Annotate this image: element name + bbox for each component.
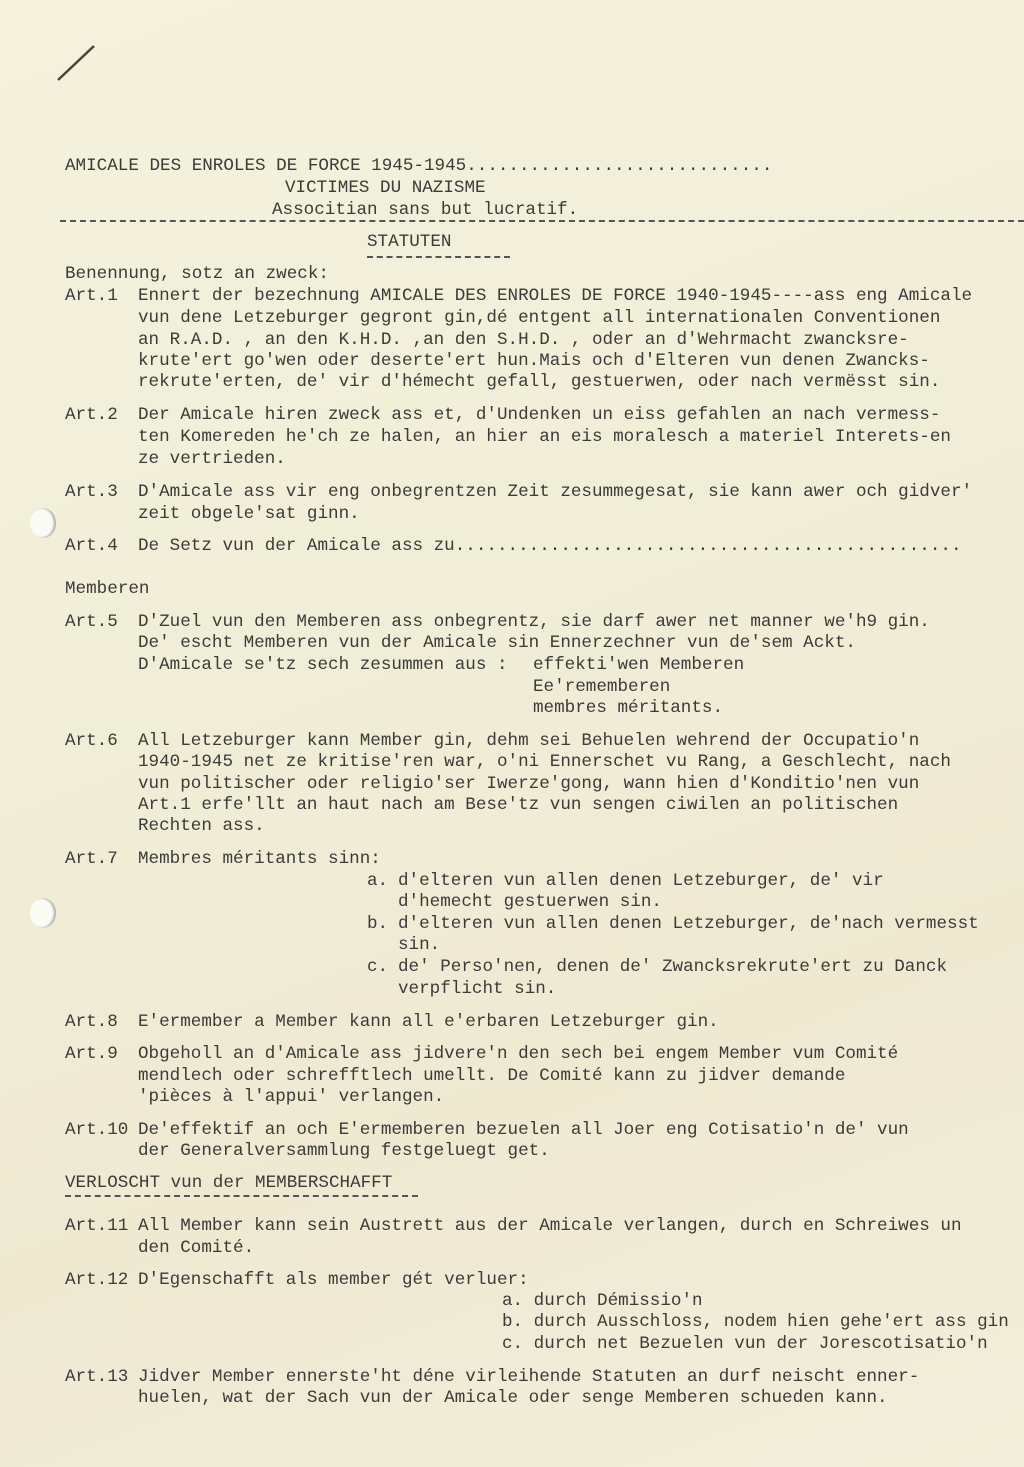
article-line: De'effektif an och E'ermemberen bezuelen all Joer eng Cotisatio'n de' vun bbox=[138, 1120, 909, 1140]
divider bbox=[60, 220, 1024, 222]
article-line: De' escht Memberen vun der Amicale sin Ennerzechner vun de'sem Ackt. bbox=[138, 633, 856, 653]
document-tagline: Associtian sans but lucratif. bbox=[272, 200, 579, 220]
article-line: huelen, wat der Sach vun der Amicale oder senge Memberen schueden kann. bbox=[138, 1388, 888, 1408]
article-line: D'Zuel vun den Memberen ass onbegrentz, sie darf awer net manner we'h9 gin. bbox=[138, 612, 930, 632]
article-line: De Setz vun der Amicale ass zu................................................ bbox=[138, 536, 962, 556]
article-line: D'Egenschafft als member gét verluer: bbox=[138, 1270, 529, 1290]
article-label: Art.2 bbox=[65, 405, 118, 425]
list-item: verpflicht sin. bbox=[398, 979, 557, 999]
member-type: membres méritants. bbox=[533, 698, 724, 718]
article-label: Art.11 bbox=[65, 1216, 129, 1236]
article-line: Ennert der bezechnung AMICALE DES ENROLES DE FORCE 1940-1945----ass eng Amicale bbox=[138, 286, 973, 306]
article-label: Art.4 bbox=[65, 536, 118, 556]
article-label: Art.6 bbox=[65, 731, 118, 751]
article-line: krute'ert go'wen oder deserte'ert hun.Mais och d'Elteren vun denen Zwancks- bbox=[138, 351, 930, 371]
article-line: zeit obgele'sat ginn. bbox=[138, 504, 360, 524]
article-line: vun politischer oder religio'ser Iwerze'gong, wann hien d'Konditio'nen vun bbox=[138, 774, 920, 794]
article-line: Rechten ass. bbox=[138, 816, 265, 836]
list-item: d'elteren vun allen denen Letzeburger, de'nach vermesst bbox=[398, 914, 979, 934]
list-marker: a. bbox=[367, 871, 389, 891]
section-underline bbox=[65, 1195, 418, 1197]
section-heading: Memberen bbox=[65, 579, 150, 599]
list-item: de' Perso'nen, denen de' Zwancksrekrute'ert zu Danck bbox=[398, 957, 948, 977]
article-line: 1940-1945 net ze kritise'ren war, o'ni Ennerschet vu Rang, a Geschlecht, nach bbox=[138, 752, 951, 772]
article-line: Der Amicale hiren zweck ass et, d'Undenken un eiss gefahlen an nach vermess- bbox=[138, 405, 941, 425]
section-heading: VERLOSCHT vun der MEMBERSCHAFFT bbox=[65, 1173, 393, 1193]
article-line: mendlech oder schrefftlech umellt. De Comité kann zu jidver demande bbox=[138, 1066, 846, 1086]
list-item: c. durch net Bezuelen vun der Jorescotisatio'n bbox=[502, 1334, 988, 1354]
list-item: d'hemecht gestuerwen sin. bbox=[398, 892, 662, 912]
article-line: D'Amicale se'tz sech zesummen aus : bbox=[138, 655, 508, 675]
article-label: Art.3 bbox=[65, 482, 118, 502]
article-line: Jidver Member ennerste'ht déne virleihende Statuten an durf neischt enner- bbox=[138, 1367, 920, 1387]
article-label: Art.8 bbox=[65, 1012, 118, 1032]
article-line: ze vertrieden. bbox=[138, 449, 286, 469]
article-label: Art.12 bbox=[65, 1270, 129, 1290]
article-line: an R.A.D. , an den K.H.D. ,an den S.H.D. , oder an d'Wehrmacht zwancksre- bbox=[138, 330, 909, 350]
article-line: All Member kann sein Austrett aus der Amicale verlangen, durch en Schreiwes un bbox=[138, 1216, 962, 1236]
article-line: D'Amicale ass vir eng onbegrentzen Zeit zesummegesat, sie kann awer och gidver' bbox=[138, 482, 973, 502]
list-marker: b. bbox=[367, 914, 389, 934]
article-line: ten Komereden he'ch ze halen, an hier an eis moralesch a materiel Interets-en bbox=[138, 427, 951, 447]
document-subtitle: VICTIMES DU NAZISME bbox=[285, 178, 486, 198]
article-line: All Letzeburger kann Member gin, dehm sei Behuelen wehrend der Occupatio'n bbox=[138, 731, 920, 751]
article-line: Art.1 erfe'llt an haut nach am Bese'tz vun sengen ciwilen an politischen bbox=[138, 795, 899, 815]
heading-statuten: STATUTEN bbox=[367, 232, 452, 252]
list-marker: c. bbox=[367, 957, 389, 977]
article-line: Obgeholl an d'Amicale ass jidvere'n den sech bei engem Member vum Comité bbox=[138, 1044, 899, 1064]
member-type: Ee'rememberen bbox=[533, 677, 671, 697]
article-line: 'pièces à l'appui' verlangen. bbox=[138, 1087, 445, 1107]
article-label: Art.10 bbox=[65, 1120, 129, 1140]
article-label: Art.13 bbox=[65, 1367, 129, 1387]
article-line: vun dene Letzeburger gegront gin,dé entgent all internationalen Conventionen bbox=[138, 308, 941, 328]
article-label: Art.5 bbox=[65, 612, 118, 632]
section-heading: Benennung, sotz an zweck: bbox=[65, 264, 329, 284]
list-item: a. durch Démissio'n bbox=[502, 1291, 703, 1311]
article-label: Art.7 bbox=[65, 849, 118, 869]
article-line: den Comité. bbox=[138, 1238, 255, 1258]
list-item: d'elteren vun allen denen Letzeburger, de' vir bbox=[398, 871, 884, 891]
article-line: rekrute'erten, de' vir d'hémecht gefall, gestuerwen, oder nach vermësst sin. bbox=[138, 372, 941, 392]
punch-hole bbox=[30, 898, 56, 928]
article-label: Art.9 bbox=[65, 1044, 118, 1064]
article-line: E'ermember a Member kann all e'erbaren Letzeburger gin. bbox=[138, 1012, 719, 1032]
article-line: der Generalversammlung festgeluegt get. bbox=[138, 1141, 550, 1161]
list-item: sin. bbox=[398, 935, 441, 955]
heading-underline bbox=[367, 256, 510, 258]
article-label: Art.1 bbox=[65, 286, 118, 306]
document-title: AMICALE DES ENROLES DE FORCE 1945-1945............................. bbox=[65, 156, 773, 176]
pen-slash-mark bbox=[50, 40, 100, 85]
list-item: b. durch Ausschloss, nodem hien gehe'ert ass gin bbox=[502, 1312, 1009, 1332]
member-type: effekti'wen Memberen bbox=[533, 655, 745, 675]
article-line: Membres méritants sinn: bbox=[138, 849, 381, 869]
punch-hole bbox=[30, 508, 56, 538]
